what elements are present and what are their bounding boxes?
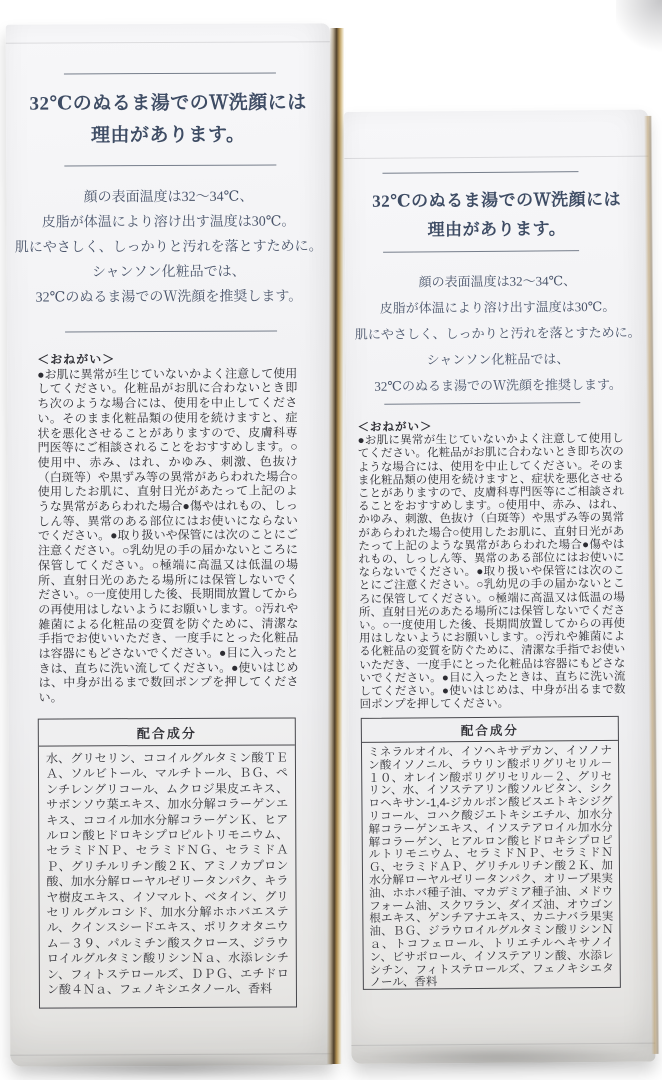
body-text-line: 顔の表面温度は32〜34℃、: [83, 189, 254, 206]
headline-bottom-divider: [64, 165, 276, 167]
center-gold-edge: [327, 28, 345, 1064]
ingredients-text: 水、グリセリン、ココイルグルタミン酸ＴＥＡ、ソルビトール、マルチトール、ＢＧ、ペンチレングリコール、ムクロジ果皮エキス、サボンソウ葉エキス、加水分解コラーゲンエキス、ココイル加水分解コラーゲンＫ、ヒアルロン酸ヒドロキシプロピルトリモニウム、セラミドＮＰ、セラミドＮＧ、セラミドＡＰ、グリチルリチン酸２Ｋ、アミノカプロン酸、加水分解ローヤルゼリータンパク、キラヤ樹皮エキス、イソマルト、ベタイン、グリセリルグルコシド、加水分解ホホバエステル、クインスシードエキス、ポリクオタニウム－３９、パルミチン酸スクロース、ジラウロイルグルタミン酸リシンＮａ、水添レシチン、フィトステロールズ、ＤＰＧ、エチドロン酸４Ｎａ、フェノキシエタノール、香料: [45, 750, 289, 997]
caution-section: [37, 351, 299, 705]
body-text-line: 肌にやさしく、しっかりと汚れを落とすために。: [354, 324, 641, 342]
left-product-box: [6, 23, 335, 1066]
body-text-line: 皮脂が体温により溶け出す温度は30℃。: [379, 298, 616, 316]
caution-title: ＜おねがい＞: [37, 352, 116, 367]
body-text-line: 32℃のぬるま湯でのＷ洗顔を推奨します。: [35, 289, 303, 306]
headline-bottom-divider: [383, 250, 579, 253]
caution-section: [357, 420, 625, 713]
ingredients-box: [361, 716, 621, 990]
body-bottom-divider: [65, 331, 277, 333]
ingredients-title: 配合成分: [39, 718, 295, 746]
body-text-line: 肌にやさしく、しっかりと汚れを落とすために。: [14, 239, 323, 256]
headline-line-2: 理由があります。: [90, 124, 246, 147]
ground-shadow: [14, 1056, 330, 1078]
ingredients-text: ミネラルオイル、イソヘキサデカン、イソノナン酸イソノニル、ラウリン酸ポリグリセリル－１０、オレイン酸ポリグリセリル－２、グリセリン、水、イソステアリン酸ソルビタン、シクロヘキサン-1,4-ジカルボン酸ビスエトキシジグリコール、コハク酸ジエトキシエチル、加水分解コラーゲンエキス、イソステアロイル加水分解コラーゲン、ヒアルロン酸ヒドロキシプロピルトリモニウム、セラミドＮＰ、セラミドＮＧ、セラミドＡＰ、グリチルリチン酸２Ｋ、加水分解ローヤルゼリータンパク、オリーブ果実油、ホホバ種子油、マカデミア種子油、メドウフォーム油、スクワラン、ダイズ油、オウゴン根エキス、ゲンチアナエキス、カニナバラ果実油、ＢＧ、ジラウロイルグルタミン酸リシンＮａ、トコフェロール、トリエチルヘキサノイン、ビサボロール、イソステアリン酸、水添レシチン、フィトステロールズ、フェノキシエタノール、香料: [367, 744, 614, 990]
corner-shade: [616, 0, 662, 56]
caution-text: ●お肌に異常が生じていないかよく注意して使用してください。化粧品がお肌に合わないとき即ち次のような場合には、使用を中止してください。そのまま化粧品類の使用を続けますと、症状を悪化させることがありますので、皮膚科専門医等にご相談されることをおすすめします。○使用中、赤み、はれ、かゆみ、刺激、色抜け（白斑等）や黒ずみ等の異常があらわれた場合○使用したお肌に、直射日光があたって上記のような異常があらわれた場合●傷やはれもの、しっしん等、異常のある部位にはお使いにならないでください。●取り扱いや保管には次のことにご注意ください。○乳幼児の手の届かないところに保管してください。○極端に高温又は低温の場所、直射日光のあたる場所には保管しないでください。○一度使用した後、長期間放置してからの再使用はしないようにお願いします。○汚れや雑菌による化粧品の変質を防ぐために、清潔な手指でお使いいただき、一度手にとった化粧品は容器にもどさないでください。●目に入ったときは、直ちに洗い流してください。●使いはじめは、中身が出るまで数回ポンプを押してください。: [37, 366, 299, 705]
top-fold-crease: [6, 41, 330, 43]
ingredients-title: 配合成分: [362, 717, 618, 743]
body-bottom-divider: [384, 402, 580, 405]
headline-top-divider: [382, 171, 578, 174]
caution-text: ●お肌に異常が生じていないかよく注意して使用してください。化粧品がお肌に合わないとき即ち次のような場合には、使用を中止してください。そのまま化粧品類の使用を続けますと、症状を悪化させることがありますので、皮膚科専門医等にご相談されることをおすすめします。○使用中、赤み、はれ、かゆみ、刺激、色抜け（白斑等）や黒ずみ等の異常があらわれた場合○使用したお肌に、直射日光があたって上記のような異常があらわれた場合●傷やはれもの、しっしん等、異常のある部位にはお使いにならないでください。●取り扱いや保管には次のことにご注意ください。○乳幼児の手の届かないところに保管してください。○極端に高温又は低温の場所、直射日光のあたる場所には保管しないでください。○一度使用した後、長期間放置してからの再使用はしないようにお願いします。○汚れや雑菌による化粧品の変質を防ぐために、清潔な手指でお使いいただき、一度手にとった化粧品は容器にもどさないでください。●目に入ったときは、直ちに洗い流してください。●使いはじめは、中身が出るまで数回ポンプを押してください。: [357, 433, 626, 712]
body-text-line: 顔の表面温度は32〜34℃、: [418, 273, 577, 290]
ingredients-box: [38, 717, 297, 1008]
headline-line-1: 32℃のぬるま湯でのＷ洗顔には: [29, 92, 307, 115]
body-text-line: シャンソン化粧品では、: [426, 351, 570, 368]
top-fold-crease: [344, 156, 648, 159]
body-text-line: 皮脂が体温により溶け出す温度は30℃。: [41, 214, 296, 231]
headline-line-2: 理由があります。: [427, 219, 567, 240]
ground-shadow: [352, 1046, 644, 1068]
body-text-line: 32℃のぬるま湯でのＷ洗顔を推奨します。: [374, 376, 622, 394]
right-product-box: [344, 110, 655, 1064]
body-text-block: [6, 184, 331, 310]
body-text-line: シャンソン化粧品では、: [91, 264, 246, 281]
body-text-block: [345, 268, 650, 400]
headline-line-1: 32℃のぬるま湯でのＷ洗顔には: [372, 189, 622, 211]
headline-top-divider: [64, 73, 276, 75]
caution-title: ＜おねがい＞: [357, 421, 433, 434]
